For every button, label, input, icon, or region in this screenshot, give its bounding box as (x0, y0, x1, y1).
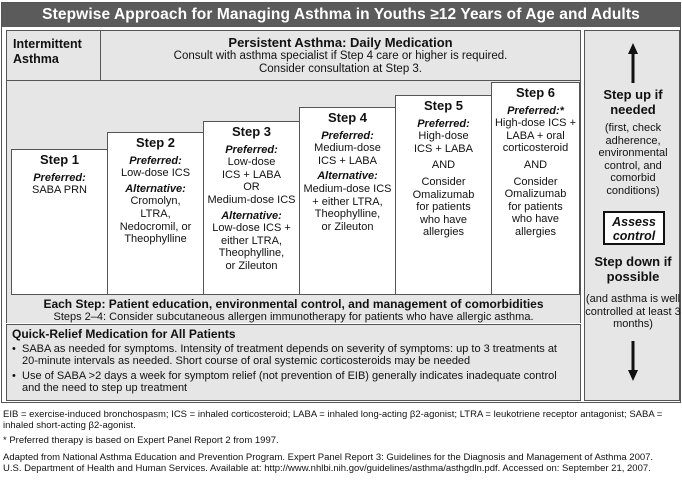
preferred-line: who have (511, 213, 560, 226)
alternative-line: or Zileuton (225, 259, 278, 272)
preferred-label: Preferred:* (507, 104, 564, 117)
alternative-line: Theophylline (124, 233, 187, 246)
preferred-line: High-dose (418, 130, 469, 143)
alternative-line: Theophylline, (218, 247, 285, 260)
preferred-line: SABA PRN (31, 184, 88, 197)
footnote-source-1: Adapted from National Asthma Education and Prevention Program. Expert Panel Report 3: Guidelines for the Diagnosis and Management of Asthma 2007. (3, 452, 654, 463)
persistent-line-1: Consult with asthma specialist if Step 4 care or higher is required. (173, 50, 508, 62)
preferred-line: Consider (421, 175, 466, 188)
preferred-line: AND (523, 158, 548, 171)
step-heading: Step 6 (515, 85, 555, 100)
each-step-line: Steps 2–4: Consider subcutaneous allergen immunotherapy for patients who have allergic asthma. (53, 311, 534, 323)
preferred-line: who have (419, 213, 468, 226)
alternative-label: Alternative: (221, 209, 282, 222)
arrow-down-icon (628, 341, 638, 381)
step-down-label: Step down if possible (594, 254, 672, 284)
preferred-line: Omalizumab (504, 188, 567, 201)
step-heading: Step 1 (39, 152, 79, 167)
preferred-label: Preferred: (225, 143, 278, 156)
persistent-line-2: Consider consultation at Step 3. (258, 63, 423, 75)
step-down-note: (and asthma is well controlled at least 3 months) (585, 293, 681, 331)
step-heading: Step 2 (135, 135, 175, 150)
quick-relief-panel (6, 324, 581, 401)
assess-control-box: Assess control (603, 211, 665, 245)
quick-relief-heading: Quick-Relief Medication for All Patients (12, 327, 236, 341)
step-1-box (11, 149, 108, 295)
intermittent-asthma-label: Intermittent Asthma (7, 31, 101, 81)
step-heading: Step 3 (231, 124, 271, 139)
preferred-line: for patients (508, 200, 563, 213)
preferred-line: corticosteroid (502, 142, 569, 155)
preferred-line: ICS + LABA (221, 168, 281, 181)
alternative-line: Theophylline, (314, 208, 381, 221)
each-step-note (7, 295, 580, 323)
quick-relief-item: • Use of SABA >2 days a week for symptom relief (not prevention of EIB) generally indicates inadequate control and the need to step up treatment (12, 370, 575, 395)
alternative-line: Low-dose ICS + (212, 222, 291, 235)
preferred-label: Preferred: (129, 154, 182, 167)
step-up-label: Step up if needed (603, 87, 663, 117)
each-step-heading: Each Step: Patient education, environmental control, and management of comorbidities (43, 297, 544, 311)
step-6-box (491, 82, 580, 295)
persistent-heading: Persistent Asthma: Daily Medication (228, 35, 453, 50)
preferred-line: Low-dose ICS (120, 167, 191, 180)
alternative-line: Nedocromil, or (119, 220, 192, 233)
step-up-note: (first, check adherence, environmental control, and comorbid conditions) (598, 122, 668, 197)
persistent-asthma-header (101, 31, 580, 81)
alternative-line: or Zileuton (321, 220, 374, 233)
step-heading: Step 4 (327, 110, 367, 125)
alternative-line: + either LTRA, (312, 195, 383, 208)
preferred-line: ICS + LABA (413, 142, 473, 155)
preferred-line: Omalizumab (412, 188, 475, 201)
preferred-label: Preferred: (33, 171, 86, 184)
step-5-box (395, 95, 492, 295)
footnote-preferred: * Preferred therapy is based on Expert Panel Report 2 from 1997. (3, 435, 279, 446)
preferred-label: Preferred: (417, 117, 470, 130)
preferred-line: AND (431, 159, 456, 172)
step-heading: Step 5 (423, 98, 463, 113)
step-direction-panel (584, 30, 680, 401)
alternative-line: Medium-dose ICS (303, 182, 392, 195)
alternative-line: Cromolyn, (130, 195, 181, 208)
treatment-steps-panel (6, 30, 581, 323)
footnote-abbreviations: EIB = exercise-induced bronchospasm; ICS = inhaled corticosteroid; LABA = inhaled long-acting β2-agonist; LTRA = leukotriene receptor antagonist; SABA = inhaled short-acting β2-agonist. (3, 409, 663, 431)
preferred-label: Preferred: (321, 129, 374, 142)
preferred-line: High-dose ICS + (494, 117, 576, 130)
quick-relief-item: • SABA as needed for symptoms. Intensity of treatment depends on severity of symptoms: up to 3 treatments at 20-minute intervals as needed. Short course of oral systemic corticosteroids may be needed (12, 343, 575, 368)
arrow-up-icon (628, 43, 638, 83)
preferred-line: Medium-dose ICS (207, 193, 296, 206)
preferred-line: OR (243, 181, 260, 194)
alternative-label: Alternative: (125, 182, 186, 195)
alternative-label: Alternative: (317, 170, 378, 183)
alternative-line: either LTRA, (221, 234, 282, 247)
alternative-line: LTRA, (140, 207, 171, 220)
footnote-source-2: U.S. Department of Health and Human Services. Available at: http://www.nhlbi.nih.gov/guidelines/asthma/asthgdln.pdf. Accessed on: September 21, 2007. (3, 463, 651, 474)
preferred-line: allergies (423, 226, 464, 239)
figure-title: Stepwise Approach for Managing Asthma in Youths ≥12 Years of Age and Adults (2, 3, 680, 27)
step-2-box (107, 132, 204, 295)
preferred-line: Consider (513, 175, 558, 188)
preferred-line: Medium-dose (314, 142, 381, 155)
preferred-line: Low-dose (227, 156, 276, 169)
step-3-box (203, 121, 300, 295)
guideline-figure (1, 2, 681, 403)
step-4-box (299, 107, 396, 295)
preferred-line: allergies (515, 225, 556, 238)
preferred-line: ICS + LABA (317, 154, 377, 167)
preferred-line: LABA + oral (506, 129, 565, 142)
preferred-line: for patients (416, 201, 471, 214)
